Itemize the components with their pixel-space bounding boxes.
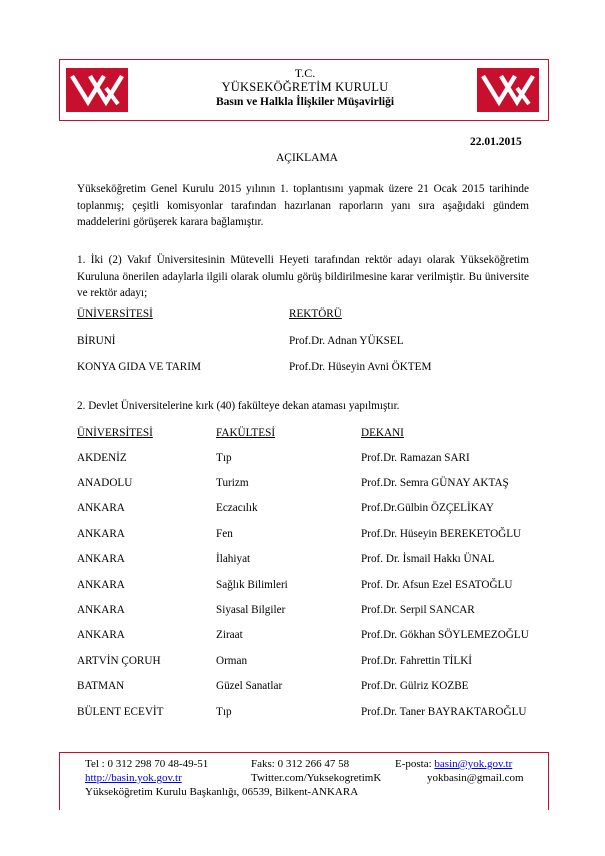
- yok-logo-left-icon: [66, 68, 128, 112]
- intro-paragraph: Yükseköğretim Genel Kurulu 2015 yılının 1. toplantısını yapmak üzere 21 Ocak 2015 tarihinde toplanmış; çeşitli komisyonlar tarafından hazırlanan raporların yanı sıra aşağıdaki gündem maddelerini görüşerek karara bağlamıştır.: [77, 183, 529, 228]
- table-cell-faculty: Tıp: [216, 452, 232, 464]
- footer-web-link[interactable]: http://basin.yok.gov.tr: [85, 772, 182, 784]
- item1-row-rector: Prof.Dr. Hüseyin Avni ÖKTEM: [289, 361, 432, 373]
- item2-header-dean: DEKANI: [361, 427, 404, 439]
- table-cell-dean: Prof.Dr. Gökhan SÖYLEMEZOĞLU: [361, 629, 529, 641]
- yok-logo-right-icon: [477, 68, 539, 112]
- table-cell-faculty: Tıp: [216, 706, 232, 718]
- item1-header-rector: REKTÖRÜ: [289, 308, 342, 320]
- item1-row-university: KONYA GIDA VE TARIM: [77, 361, 201, 373]
- table-cell-dean: Prof.Dr. Taner BAYRAKTAROĞLU: [361, 706, 527, 718]
- item1-row-university: BİRUNİ: [77, 335, 116, 347]
- footer-email-label: E-posta:: [395, 758, 435, 770]
- table-cell-faculty: Fen: [216, 528, 233, 540]
- table-cell-university: ANKARA: [77, 502, 125, 514]
- table-cell-faculty: Siyasal Bilgiler: [216, 604, 286, 616]
- table-cell-faculty: Ziraat: [216, 629, 243, 641]
- table-cell-dean: Prof.Dr. Hüseyin BEREKETOĞLU: [361, 528, 522, 540]
- table-cell-university: ARTVİN ÇORUH: [77, 655, 161, 667]
- item2-header-university: ÜNİVERSİTESİ: [77, 427, 153, 439]
- table-cell-dean: Prof.Dr. Fahrettin TİLKİ: [361, 655, 473, 667]
- footer-tel: Tel : 0 312 298 70 48-49-51: [85, 758, 209, 770]
- document-date: 22.01.2015: [470, 136, 522, 148]
- yok-logo-left: [66, 68, 128, 112]
- table-cell-dean: Prof.Dr. Serpil SANCAR: [361, 604, 475, 616]
- header-institution: YÜKSEKÖĞRETİM KURULU: [221, 80, 389, 94]
- table-cell-faculty: Güzel Sanatlar: [216, 680, 283, 692]
- footer-email-link[interactable]: basin@yok.gov.tr: [434, 758, 513, 770]
- footer-email: [395, 758, 512, 770]
- table-cell-university: ANKARA: [77, 553, 125, 565]
- footer-gmail: yokbasin@gmail.com: [427, 772, 524, 784]
- table-cell-university: ANADOLU: [77, 477, 133, 489]
- table-cell-university: AKDENİZ: [77, 452, 127, 464]
- yok-logo-right: [477, 68, 539, 112]
- footer-address: Yükseköğretim Kurulu Başkanlığı, 06539, Bilkent-ANKARA: [85, 786, 359, 798]
- item2-paragraph: 2. Devlet Üniversitelerine kırk (40) fakülteye dekan ataması yapılmıştır.: [77, 400, 400, 412]
- table-cell-dean: Prof. Dr. Afsun Ezel ESATOĞLU: [361, 579, 513, 591]
- table-cell-faculty: Orman: [216, 655, 248, 667]
- table-cell-dean: Prof. Dr. İsmail Hakkı ÜNAL: [361, 553, 495, 565]
- header-department: Basın ve Halkla İlişkiler Müşavirliği: [215, 96, 395, 108]
- footer-fax: Faks: 0 312 266 47 58: [251, 758, 350, 770]
- table-cell-dean: Prof.Dr.Gülbin ÖZÇELİKAY: [361, 502, 494, 514]
- table-cell-university: ANKARA: [77, 629, 125, 641]
- table-cell-faculty: Eczacılık: [216, 502, 258, 514]
- table-cell-faculty: İlahiyat: [216, 553, 251, 565]
- table-cell-university: BÜLENT ECEVİT: [77, 706, 164, 718]
- table-cell-university: ANKARA: [77, 579, 125, 591]
- table-cell-faculty: Sağlık Bilimleri: [216, 579, 288, 591]
- table-cell-university: ANKARA: [77, 528, 125, 540]
- document-title: AÇIKLAMA: [276, 152, 338, 164]
- table-cell-university: ANKARA: [77, 604, 125, 616]
- item1-header-university: ÜNİVERSİTESİ: [77, 308, 153, 320]
- header-tc: T.C.: [294, 66, 316, 80]
- item1-row-rector: Prof.Dr. Adnan YÜKSEL: [289, 335, 404, 347]
- table-cell-dean: Prof.Dr. Gülriz KOZBE: [361, 680, 469, 692]
- table-cell-dean: Prof.Dr. Semra GÜNAY AKTAŞ: [361, 477, 509, 489]
- table-cell-university: BATMAN: [77, 680, 125, 692]
- table-cell-faculty: Turizm: [216, 477, 249, 489]
- item1-paragraph: 1. İki (2) Vakıf Üniversitesinin Mütevelli Heyeti tarafından rektör adayı olarak Yükseköğretim Kuruluna önerilen adaylarla ilgili olarak olumlu görüş bildirilmesine karar verilmiştir. Bu üniversite ve rektör adayı;: [77, 254, 529, 299]
- footer-twitter: Twitter.com/YuksekogretimK: [251, 772, 382, 784]
- item2-header-faculty: FAKÜLTESİ: [216, 427, 276, 439]
- table-cell-dean: Prof.Dr. Ramazan SARI: [361, 452, 470, 464]
